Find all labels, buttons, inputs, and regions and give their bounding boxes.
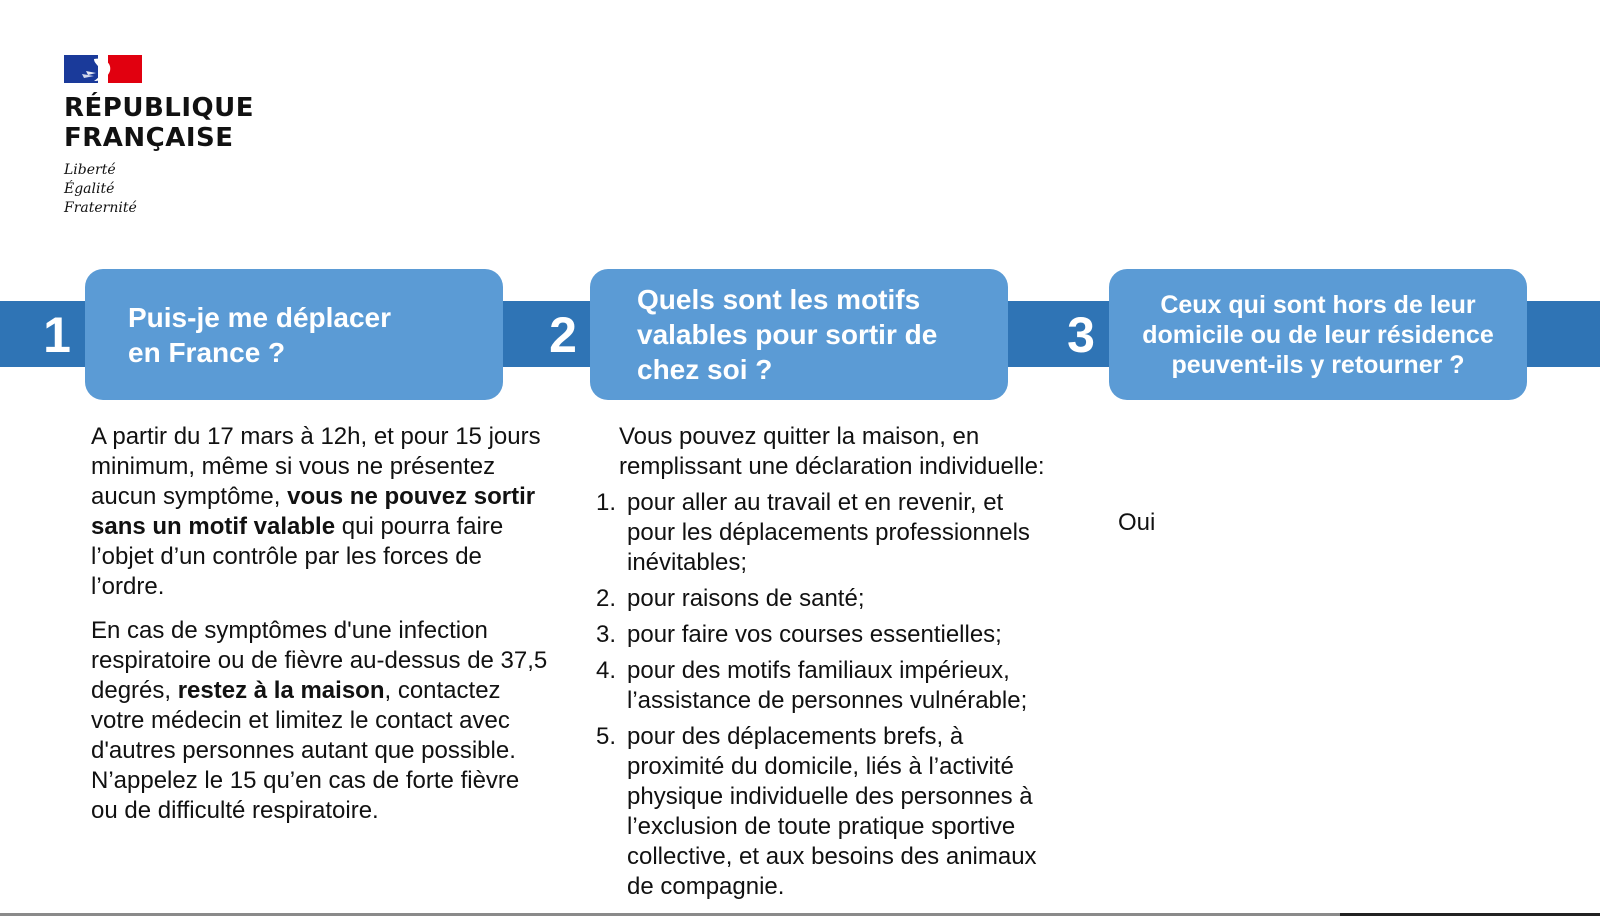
col1-p2-bold: restez à la maison bbox=[177, 677, 385, 704]
step-1-box bbox=[85, 269, 503, 400]
step-number-2: 2 bbox=[549, 307, 577, 363]
motto-egalite: Égalité bbox=[64, 181, 115, 197]
col1-paragraph-2 bbox=[91, 616, 551, 826]
republic-name-line2: FRANÇAISE bbox=[64, 123, 234, 153]
list-item bbox=[596, 722, 1056, 902]
republic-name bbox=[64, 93, 294, 153]
step-number-3: 3 bbox=[1067, 307, 1095, 363]
col1-p1-text-b: qui pourra faire l’objet d’un contrôle par les forces de l’ordre. bbox=[91, 513, 504, 600]
list-item-text: pour des déplacements brefs, à proximité du domicile, liés à l’activité physique individuelle des personnes à l’exclusion de toute pratique sportive collective, et aux besoins des animaux de compagnie. bbox=[627, 723, 1037, 900]
column-3-answer: Oui bbox=[1118, 509, 1156, 536]
col1-p2-text-a: En cas de symptômes d'une infection respiratoire ou de fièvre au-dessus de 37,5 degrés, bbox=[91, 617, 548, 704]
step-1-title: Puis-je me déplacer en France ? bbox=[128, 301, 392, 368]
col2-intro: Vous pouvez quitter la maison, en remplissant une déclaration individuelle: bbox=[619, 423, 1045, 480]
list-item-number: 5. bbox=[596, 723, 617, 750]
motto-liberte: Liberté bbox=[64, 162, 116, 178]
list-item-text: pour aller au travail et en revenir, et pour les déplacements professionnels inévitables; bbox=[627, 489, 1030, 576]
motto bbox=[64, 161, 294, 218]
column-1-text bbox=[91, 422, 551, 840]
step-3-title: Ceux qui sont hors de leur domicile ou de leur résidence peuvent-ils y retourner ? bbox=[1142, 290, 1494, 379]
step-3-box bbox=[1109, 269, 1527, 400]
step-2-title: Quels sont les motifs valables pour sortir de chez soi ? bbox=[637, 284, 938, 385]
list-item bbox=[596, 656, 1056, 716]
col1-p1-text-a: A partir du 17 mars à 12h, et pour 15 jours minimum, même si vous ne présentez aucun symptôme, bbox=[91, 423, 541, 510]
list-item-number: 4. bbox=[596, 657, 617, 684]
republique-francaise-logo bbox=[64, 55, 294, 218]
motto-fraternite: Fraternité bbox=[64, 200, 137, 216]
step-2-box bbox=[590, 269, 1008, 400]
list-item-text: pour faire vos courses essentielles; bbox=[627, 621, 1002, 648]
list-item-text: pour des motifs familiaux impérieux, l’assistance de personnes vulnérable; bbox=[627, 657, 1028, 714]
marianne-flag-icon bbox=[64, 55, 142, 83]
republic-name-line1: RÉPUBLIQUE bbox=[64, 93, 254, 123]
step-number-1: 1 bbox=[43, 307, 71, 363]
bottom-divider-dark bbox=[1340, 913, 1600, 916]
list-item bbox=[596, 488, 1056, 578]
list-item bbox=[596, 584, 1056, 614]
column-2-text bbox=[596, 422, 1056, 908]
col1-p2-text-b: , contactez votre médecin et limitez le contact avec d'autres personnes autant que possible. N’appelez le 15 qu’en cas de forte fièvre ou de difficulté respiratoire. bbox=[91, 677, 520, 824]
col1-p1-bold: vous ne pouvez sortir sans un motif valable bbox=[91, 483, 536, 540]
list-item-text: pour raisons de santé; bbox=[627, 585, 865, 612]
motifs-list bbox=[596, 488, 1056, 902]
list-item-number: 1. bbox=[596, 489, 617, 516]
col1-paragraph-1 bbox=[91, 422, 551, 602]
list-item-number: 3. bbox=[596, 621, 617, 648]
list-item-number: 2. bbox=[596, 585, 617, 612]
list-item bbox=[596, 620, 1056, 650]
